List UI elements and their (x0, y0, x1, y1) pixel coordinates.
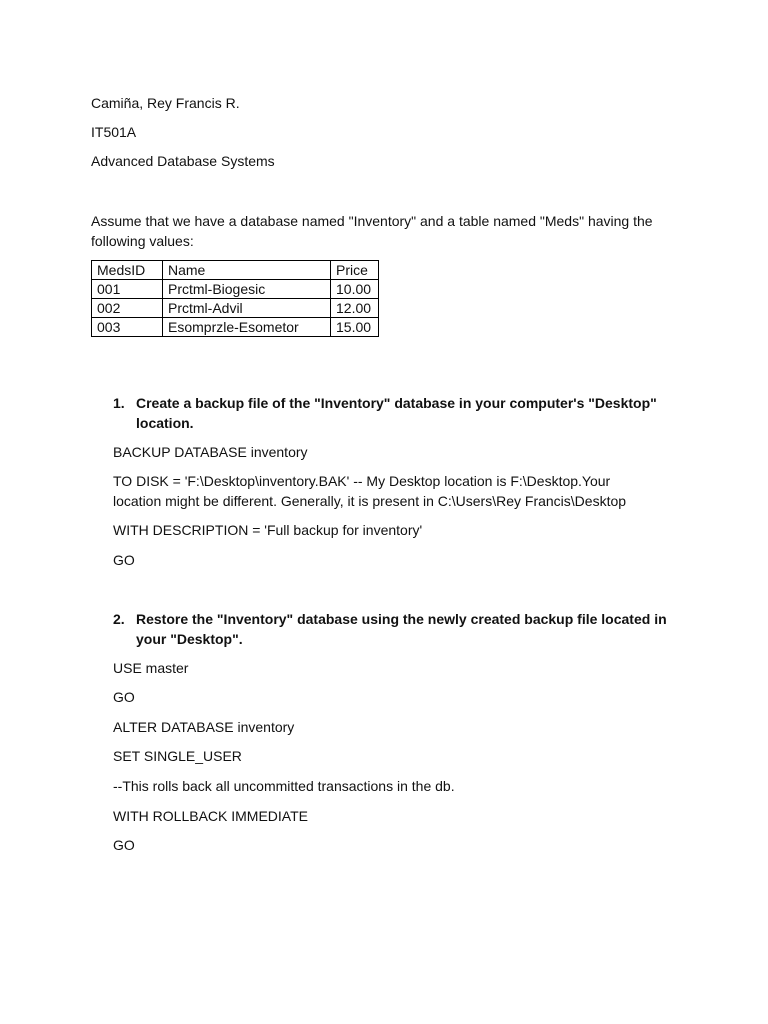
question-number: 2. (113, 611, 125, 627)
code-line: USE master (113, 660, 189, 676)
code-line: location might be different. Generally, it is present in C:\Users\Rey Francis\Desktop (113, 493, 627, 509)
table-header-row (92, 261, 379, 280)
table-cell: Prctml-Advil (163, 299, 331, 318)
table-cell: 002 (92, 299, 163, 318)
question-number: 1. (113, 395, 125, 411)
code-line: ALTER DATABASE inventory (113, 719, 295, 735)
code-line: --This rolls back all uncommitted transactions in the db. (113, 778, 455, 794)
question-text: Create a backup file of the "Inventory" database in your computer's "Desktop" location. (136, 395, 657, 431)
code-line: WITH ROLLBACK IMMEDIATE (113, 808, 308, 824)
table-row (92, 299, 379, 318)
intro-paragraph: Assume that we have a database named "Inventory" and a table named "Meds" having the following values: (91, 213, 653, 249)
table-cell: Prctml-Biogesic (163, 280, 331, 299)
code-line: GO (113, 552, 135, 568)
code-line: TO DISK = 'F:\Desktop\inventory.BAK' -- My Desktop location is F:\Desktop.Your (113, 473, 611, 489)
table-cell: 003 (92, 318, 163, 337)
table-cell: 001 (92, 280, 163, 299)
column-header: MedsID (92, 261, 163, 280)
meds-table (91, 260, 379, 337)
table-cell: 12.00 (331, 299, 379, 318)
table-row (92, 318, 379, 337)
question-2 (113, 609, 673, 649)
code-line: GO (113, 689, 135, 705)
code-line: BACKUP DATABASE inventory (113, 444, 308, 460)
table-cell: 15.00 (331, 318, 379, 337)
code-line: GO (113, 837, 135, 853)
question-text: Restore the "Inventory" database using the newly created backup file located in your "Desktop". (136, 611, 667, 647)
table-cell: Esomprzle-Esometor (163, 318, 331, 337)
code-line: SET SINGLE_USER (113, 748, 242, 764)
course-title: Advanced Database Systems (91, 153, 275, 169)
table-row (92, 280, 379, 299)
question-1 (113, 393, 673, 433)
code-line: WITH DESCRIPTION = 'Full backup for inventory' (113, 522, 423, 538)
table-cell: 10.00 (331, 280, 379, 299)
column-header: Name (163, 261, 331, 280)
author-name: Camiña, Rey Francis R. (91, 95, 240, 111)
column-header: Price (331, 261, 379, 280)
course-section: IT501A (91, 124, 137, 140)
